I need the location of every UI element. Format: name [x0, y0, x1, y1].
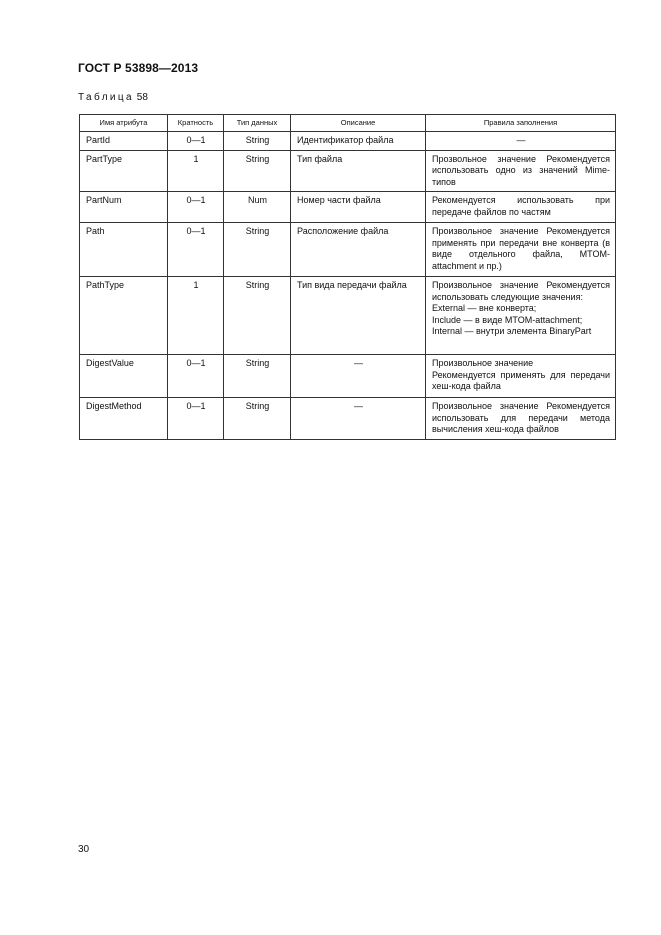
fill-rules-line: Internal — внутри элемента BinaryPart — [432, 326, 592, 336]
document-title: ГОСТ Р 53898—2013 — [78, 61, 199, 75]
cell-data-type: String — [224, 223, 291, 277]
table-caption-number: 58 — [136, 92, 148, 103]
fill-rules-line: Include — в виде MTOM-attachment; — [432, 314, 583, 325]
cell-description: Тип вида передачи файла — [291, 277, 426, 355]
cell-attribute-name: PartId — [80, 132, 168, 151]
cell-data-type: String — [224, 398, 291, 440]
cell-fill-rules: Рекомендуется использовать при передаче файлов по частям — [426, 192, 616, 223]
fill-rules-line: Рекомендуется применять для передачи хеш-кода файла — [432, 369, 610, 391]
cell-attribute-name: DigestValue — [80, 355, 168, 398]
table-row — [80, 132, 616, 151]
cell-multiplicity: 0—1 — [168, 223, 224, 277]
cell-attribute-name: PartType — [80, 150, 168, 192]
cell-fill-rules — [426, 277, 616, 355]
cell-fill-rules: Прозвольное значение Рекомендуется использовать одно из значений Mime-типов — [426, 150, 616, 192]
cell-description: — — [291, 398, 426, 440]
cell-data-type: String — [224, 150, 291, 192]
cell-multiplicity: 1 — [168, 150, 224, 192]
cell-attribute-name: DigestMethod — [80, 398, 168, 440]
cell-multiplicity: 0—1 — [168, 192, 224, 223]
column-header-description: Описание — [291, 115, 426, 132]
cell-fill-rules: Произвольное значение Рекомендуется применять при передачи вне конверта (в виде отдельного файла, MTOM-attachment и пр.) — [426, 223, 616, 277]
cell-data-type: Num — [224, 192, 291, 223]
cell-description: Номер части файла — [291, 192, 426, 223]
column-header-multiplicity: Кратность — [168, 115, 224, 132]
cell-multiplicity: 1 — [168, 277, 224, 355]
table-row — [80, 355, 616, 398]
table-row — [80, 277, 616, 355]
cell-description: — — [291, 355, 426, 398]
table-caption — [78, 92, 148, 103]
cell-attribute-name: PathType — [80, 277, 168, 355]
column-header-data-type: Тип данных — [224, 115, 291, 132]
cell-data-type: String — [224, 132, 291, 151]
fill-rules-text: Произвольное значение — [432, 358, 534, 368]
table-row — [80, 150, 616, 192]
cell-fill-rules — [426, 355, 616, 398]
table-header-row — [80, 115, 616, 132]
table-row — [80, 398, 616, 440]
fill-rules-line: External — вне конверта; — [432, 303, 537, 313]
cell-description: Идентификатор файла — [291, 132, 426, 151]
cell-attribute-name: Path — [80, 223, 168, 277]
fill-rules-text: Произвольное значение Рекомендуется использовать следующие значения: — [432, 280, 610, 302]
column-header-attribute-name: Имя атрибута — [80, 115, 168, 132]
table-row — [80, 192, 616, 223]
table-row — [80, 223, 616, 277]
cell-data-type: String — [224, 277, 291, 355]
cell-attribute-name: PartNum — [80, 192, 168, 223]
cell-data-type: String — [224, 355, 291, 398]
cell-multiplicity: 0—1 — [168, 398, 224, 440]
cell-description: Тип файла — [291, 150, 426, 192]
cell-multiplicity: 0—1 — [168, 355, 224, 398]
cell-description: Расположение файла — [291, 223, 426, 277]
cell-fill-rules: — — [426, 132, 616, 151]
attribute-table — [79, 114, 616, 440]
cell-fill-rules: Произвольное значение Рекомендуется использовать для передачи метода вычисления хеш-кода файлов — [426, 398, 616, 440]
page-number: 30 — [78, 844, 90, 855]
column-header-fill-rules: Правила заполнения — [426, 115, 616, 132]
table-caption-word: Таблица — [78, 92, 135, 103]
cell-multiplicity: 0—1 — [168, 132, 224, 151]
